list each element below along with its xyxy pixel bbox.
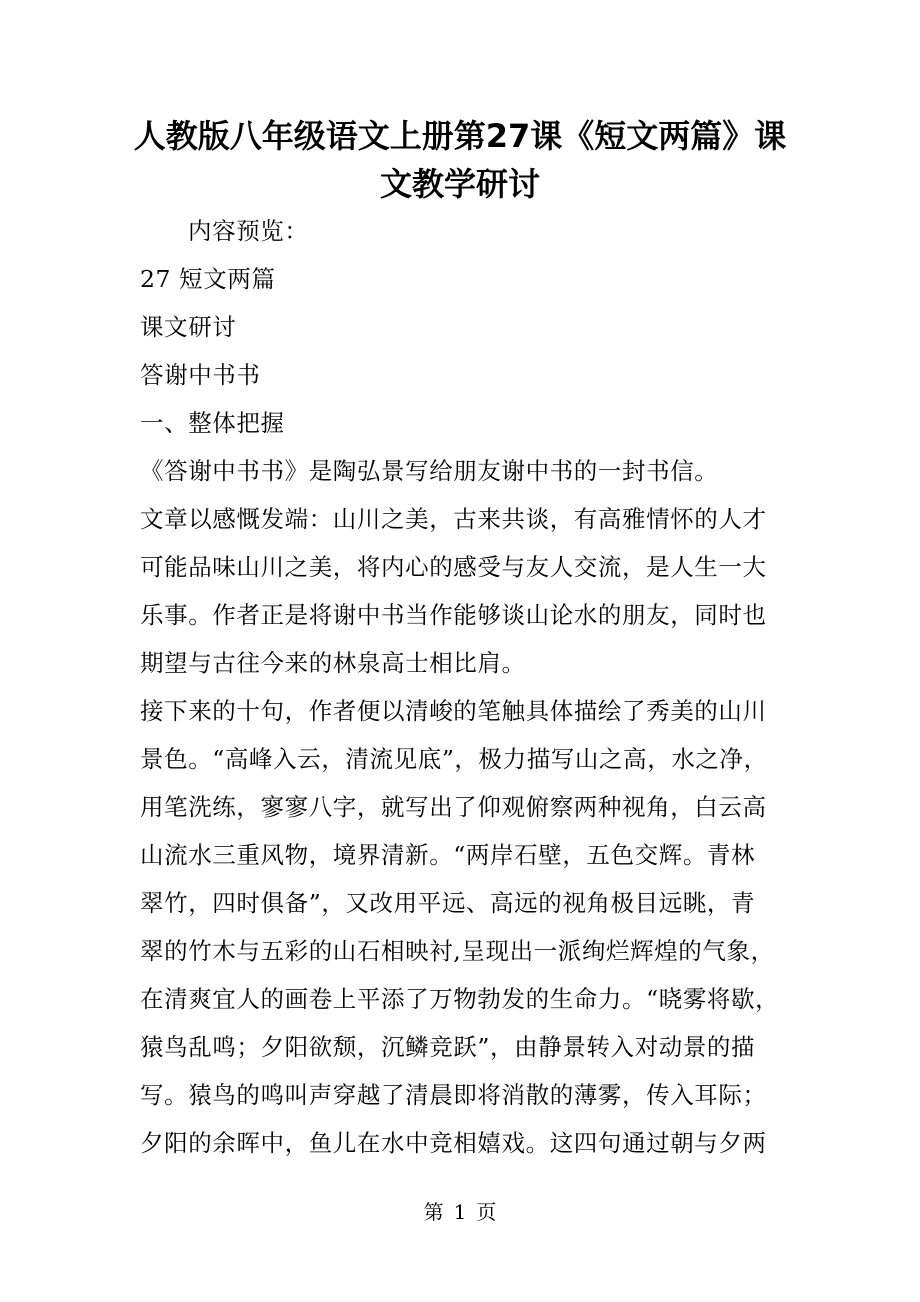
body-line: 可能品味山川之美，将内心的感受与友人交流，是人生一大: [140, 553, 767, 581]
body-line: 夕阳的余晖中，鱼儿在水中竞相嬉戏。这四句通过朝与夕两: [140, 1129, 767, 1157]
body-line: 景色。“高峰入云，清流见底”，极力描写山之高，水之净，: [140, 745, 768, 773]
lesson-title: 27 短文两篇: [140, 265, 276, 293]
footer-suffix: 页: [476, 1200, 497, 1224]
footer-prefix: 第: [423, 1200, 444, 1224]
body-line: 翠竹，四时俱备”，又改用平远、高远的视角极目远眺，青: [140, 889, 756, 917]
document-title: [100, 112, 820, 208]
article-title: 答谢中书书: [140, 361, 261, 389]
body-line: 翠的竹木与五彩的山石相映衬,呈现出一派绚烂辉煌的气象，: [140, 937, 775, 965]
body-line: 写。猿鸟的鸣叫声穿越了清晨即将消散的薄雾，传入耳际；: [140, 1081, 767, 1109]
body-line: 用笔洗练，寥寥八字，就写出了仰观俯察两种视角，白云高: [140, 793, 767, 821]
body-line: 文章以感慨发端：山川之美，古来共谈，有高雅情怀的人才: [140, 505, 767, 533]
page-number: 1: [453, 1200, 467, 1224]
preview-label: 内容预览：: [188, 217, 309, 245]
body-line: 在清爽宜人的画卷上平添了万物勃发的生命力。“晓雾将歇，: [140, 985, 780, 1013]
title-line-1: 人教版八年级语文上册第27课《短文两篇》课: [133, 117, 787, 155]
body-line: 接下来的十句，作者便以清峻的笔触具体描绘了秀美的山川: [140, 697, 767, 725]
page-footer: [0, 1196, 920, 1225]
body-line: 山流水三重风物，境界清新。“两岸石壁，五色交辉。青林: [140, 841, 756, 869]
body-line: 乐事。作者正是将谢中书当作能够谈山论水的朋友，同时也: [140, 601, 767, 629]
section-title: 课文研讨: [140, 313, 237, 341]
body-line: 期望与古往今来的林泉高士相比肩。: [140, 649, 526, 677]
body-line: 《答谢中书书》是陶弘景写给朋友谢中书的一封书信。: [140, 457, 719, 485]
body-line: 猿鸟乱鸣；夕阳欲颓，沉鳞竞跃”，由静景转入对动景的描: [140, 1033, 756, 1061]
heading-overall: 一、整体把握: [140, 409, 285, 437]
title-line-2: 文教学研讨: [379, 165, 540, 203]
